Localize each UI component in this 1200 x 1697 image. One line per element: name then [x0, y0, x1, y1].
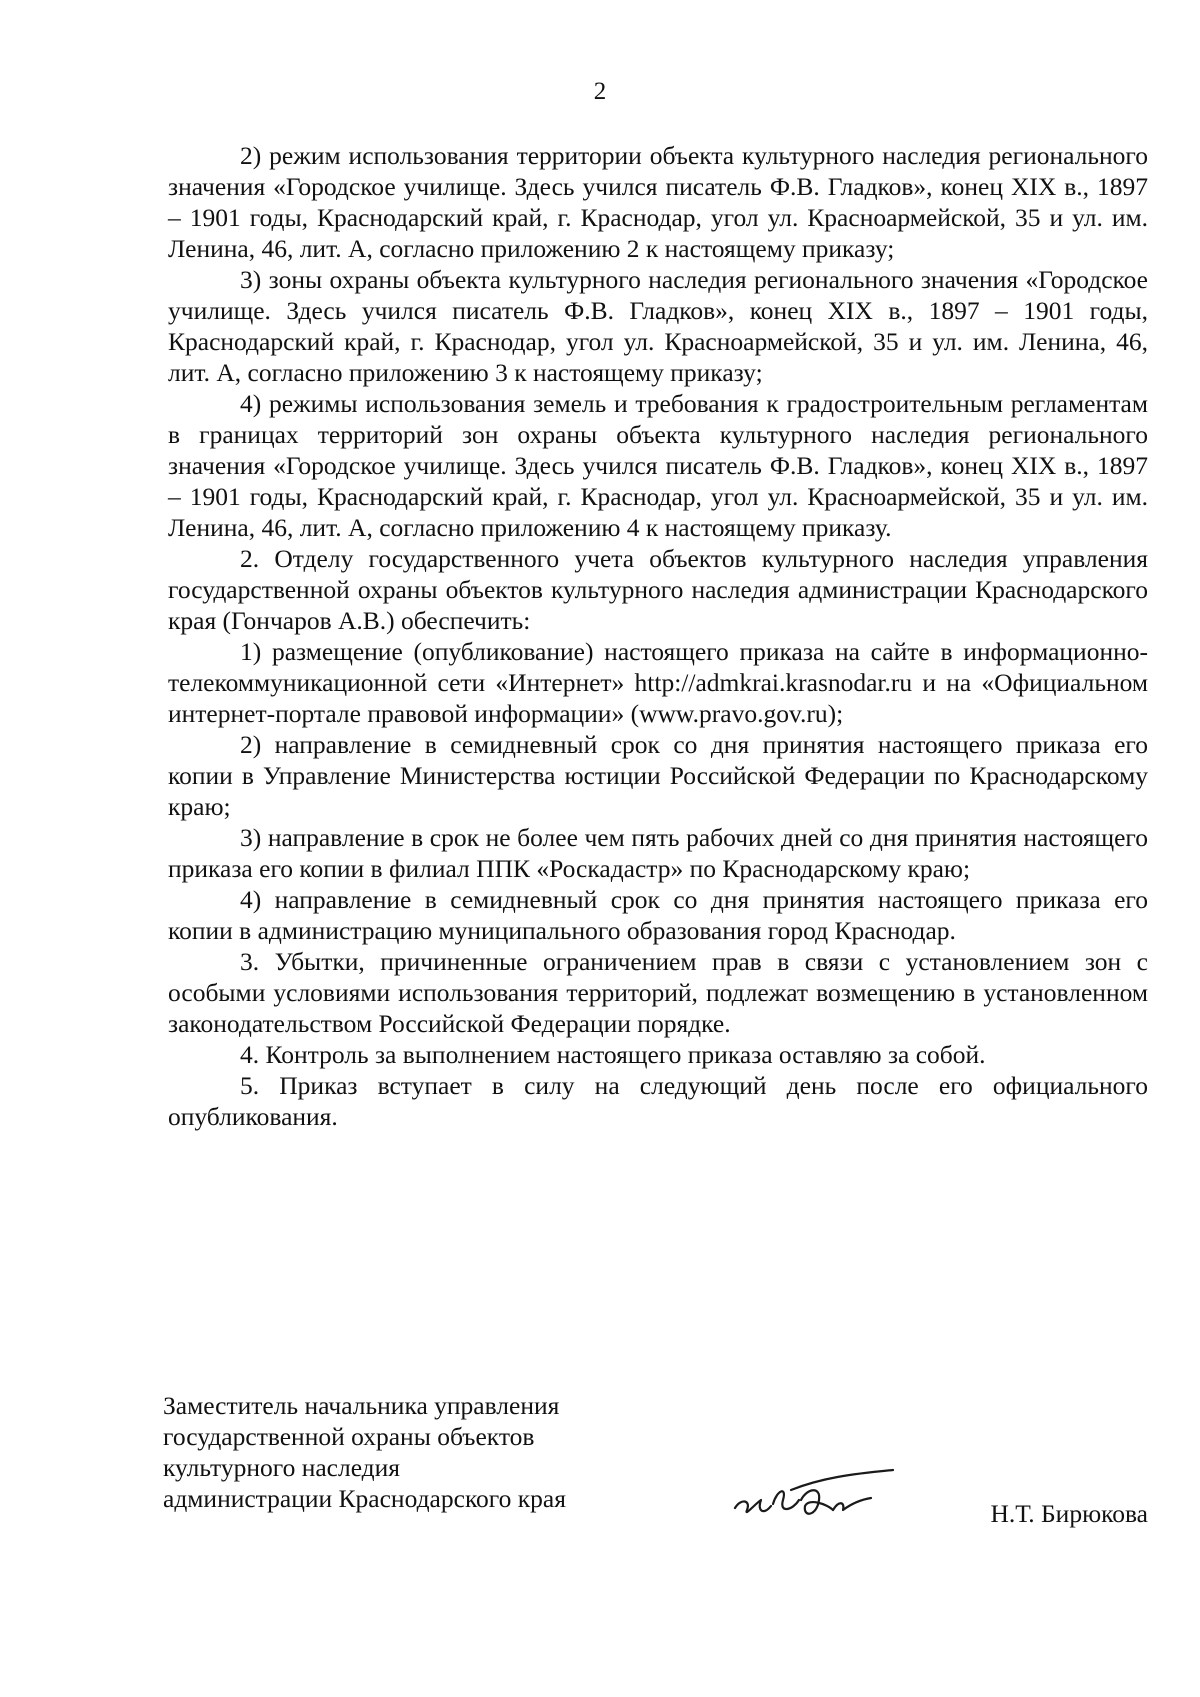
paragraph-item-4: 4) режимы использования земель и требования к градостроительным регламентам в границах территорий зон охраны объекта культурного наследия регионального значения «Городское училище. Здесь учился писатель Ф.В. Гладков», конец XIX в., 1897 – 1901 годы, Краснодарский край, г. Краснодар, угол ул. Красноармейской, 35 и ул. им. Ленина, 46, лит. А, согласно приложению 4 к настоящему приказу. — [168, 389, 1148, 542]
handwritten-signature — [721, 1460, 901, 1530]
paragraph-section-5: 5. Приказ вступает в силу на следующий день после его официального опубликования. — [168, 1071, 1148, 1131]
signer-position-line: культурного наследия — [163, 1453, 401, 1482]
page-number: 2 — [593, 78, 607, 105]
paragraph-subitem-3: 3) направление в срок не более чем пять рабочих дней со дня принятия настоящего приказа его копии в филиал ППК «Роскадастр» по Краснодарскому краю; — [168, 823, 1148, 883]
signer-position-line: государственной охраны объектов — [163, 1422, 535, 1451]
paragraph-item-2: 2) режим использования территории объекта культурного наследия регионального значения «Городское училище. Здесь учился писатель Ф.В. Гладков», конец XIX в., 1897 – 1901 годы, Краснодарский край, г. Краснодар, угол ул. Красноармейской, 35 и ул. им. Ленина, 46, лит. А, согласно приложению 2 к настоящему приказу; — [168, 141, 1148, 263]
document-body — [168, 140, 1148, 1132]
signer-position-line: Заместитель начальника управления — [163, 1391, 560, 1420]
signature-block — [163, 1390, 1148, 1530]
paragraph-section-4: 4. Контроль за выполнением настоящего приказа оставляю за собой. — [240, 1040, 986, 1069]
signer-name: Н.Т. Бирюкова — [990, 1499, 1148, 1528]
paragraph-subitem-2: 2) направление в семидневный срок со дня принятия настоящего приказа его копии в Управление Министерства юстиции Российской Федерации по Краснодарскому краю; — [168, 730, 1148, 821]
signer-position — [163, 1390, 683, 1514]
paragraph-section-2: 2. Отделу государственного учета объектов культурного наследия управления государственной охраны объектов культурного наследия администрации Краснодарского края (Гончаров А.В.) обеспечить: — [168, 544, 1148, 635]
paragraph-subitem-4: 4) направление в семидневный срок со дня принятия настоящего приказа его копии в администрацию муниципального образования город Краснодар. — [168, 885, 1148, 945]
paragraph-subitem-1: 1) размещение (опубликование) настоящего приказа на сайте в информационно-телекоммуникационной сети «Интернет» http://admkrai.krasnodar.ru и на «Официальном интернет-портале правовой информации» (www.pravo.gov.ru); — [168, 637, 1148, 728]
paragraph-section-3: 3. Убытки, причиненные ограничением прав в связи с установлением зон с особыми условиями использования территорий, подлежат возмещению в установленном законодательством Российской Федерации порядке. — [168, 947, 1148, 1038]
paragraph-item-3: 3) зоны охраны объекта культурного наследия регионального значения «Городское училище. Здесь учился писатель Ф.В. Гладков», конец XIX в., 1897 – 1901 годы, Краснодарский край, г. Краснодар, угол ул. Красноармейской, 35 и ул. им. Ленина, 46, лит. А, согласно приложению 3 к настоящему приказу; — [168, 265, 1148, 387]
signer-position-line: администрации Краснодарского края — [163, 1484, 566, 1513]
